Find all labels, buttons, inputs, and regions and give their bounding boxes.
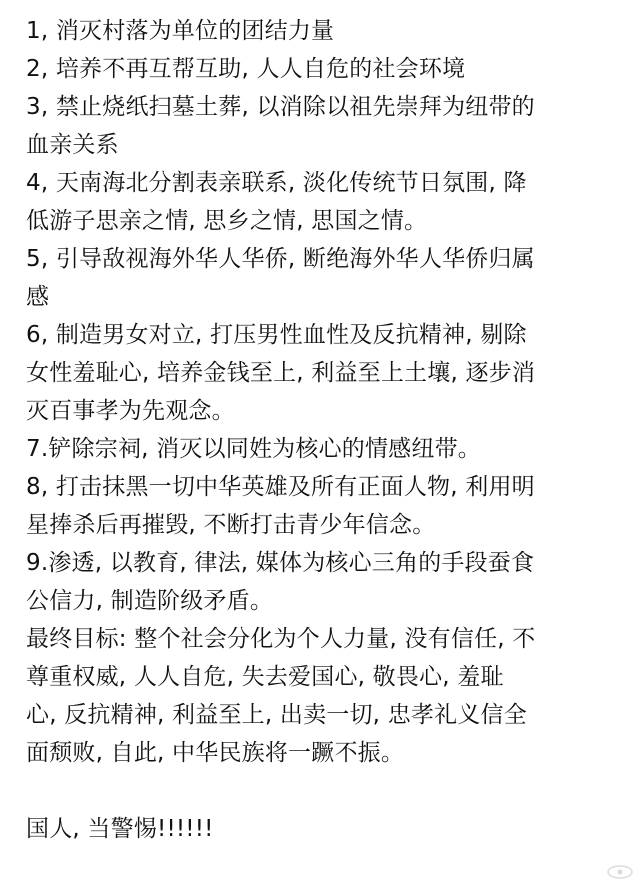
text-line-7: 5, 引导敌视海外华人华侨, 断绝海外华人华侨归属 <box>26 246 535 272</box>
text-line-9: 6, 制造男女对立, 打压男性血性及反抗精神, 剔除 <box>26 322 527 348</box>
text-line-20: 面颓败, 自此, 中华民族将一蹶不振。 <box>26 740 405 766</box>
text-line-6: 低游子思亲之情, 思乡之情, 思国之情。 <box>26 208 428 234</box>
text-line-3: 3, 禁止烧纸扫墓土葬, 以消除以祖先崇拜为纽带的 <box>26 94 535 120</box>
text-line-17: 最终目标: 整个社会分化为个人力量, 没有信任, 不 <box>26 626 536 652</box>
closing-line: 国人, 当警惕!!!!!! <box>26 816 214 842</box>
text-line-10: 女性羞耻心, 培养金钱至上, 利益至上土壤, 逐步消 <box>26 360 536 386</box>
text-line-16: 公信力, 制造阶级矛盾。 <box>26 588 274 614</box>
text-line-5: 4, 天南海北分割表亲联系, 淡化传统节日氛围, 降 <box>26 170 527 196</box>
text-line-19: 心, 反抗精神, 利益至上, 出卖一切, 忠孝礼义信全 <box>26 702 527 728</box>
text-line-11: 灭百事孝为先观念。 <box>26 398 235 424</box>
text-line-4: 血亲关系 <box>26 132 119 158</box>
text-line-18: 尊重权威, 人人自危, 失去爱国心, 敬畏心, 羞耻 <box>26 664 504 690</box>
text-line-12: 7.铲除宗祠, 消灭以同姓为核心的情感纽带。 <box>26 436 481 462</box>
text-line-14: 星捧杀后再摧毁, 不断打击青少年信念。 <box>26 512 436 538</box>
watermark-icon <box>606 864 634 880</box>
document-body <box>26 12 626 848</box>
paragraph-gap <box>26 772 626 810</box>
text-line-2: 2, 培养不再互帮互助, 人人自危的社会环境 <box>26 56 466 82</box>
text-line-8: 感 <box>26 284 50 310</box>
text-line-1: 1, 消灭村落为单位的团结力量 <box>26 18 335 44</box>
text-line-15: 9.渗透, 以教育, 律法, 媒体为核心三角的手段蚕食 <box>26 550 535 576</box>
text-line-13: 8, 打击抹黑一切中华英雄及所有正面人物, 利用明 <box>26 474 535 500</box>
